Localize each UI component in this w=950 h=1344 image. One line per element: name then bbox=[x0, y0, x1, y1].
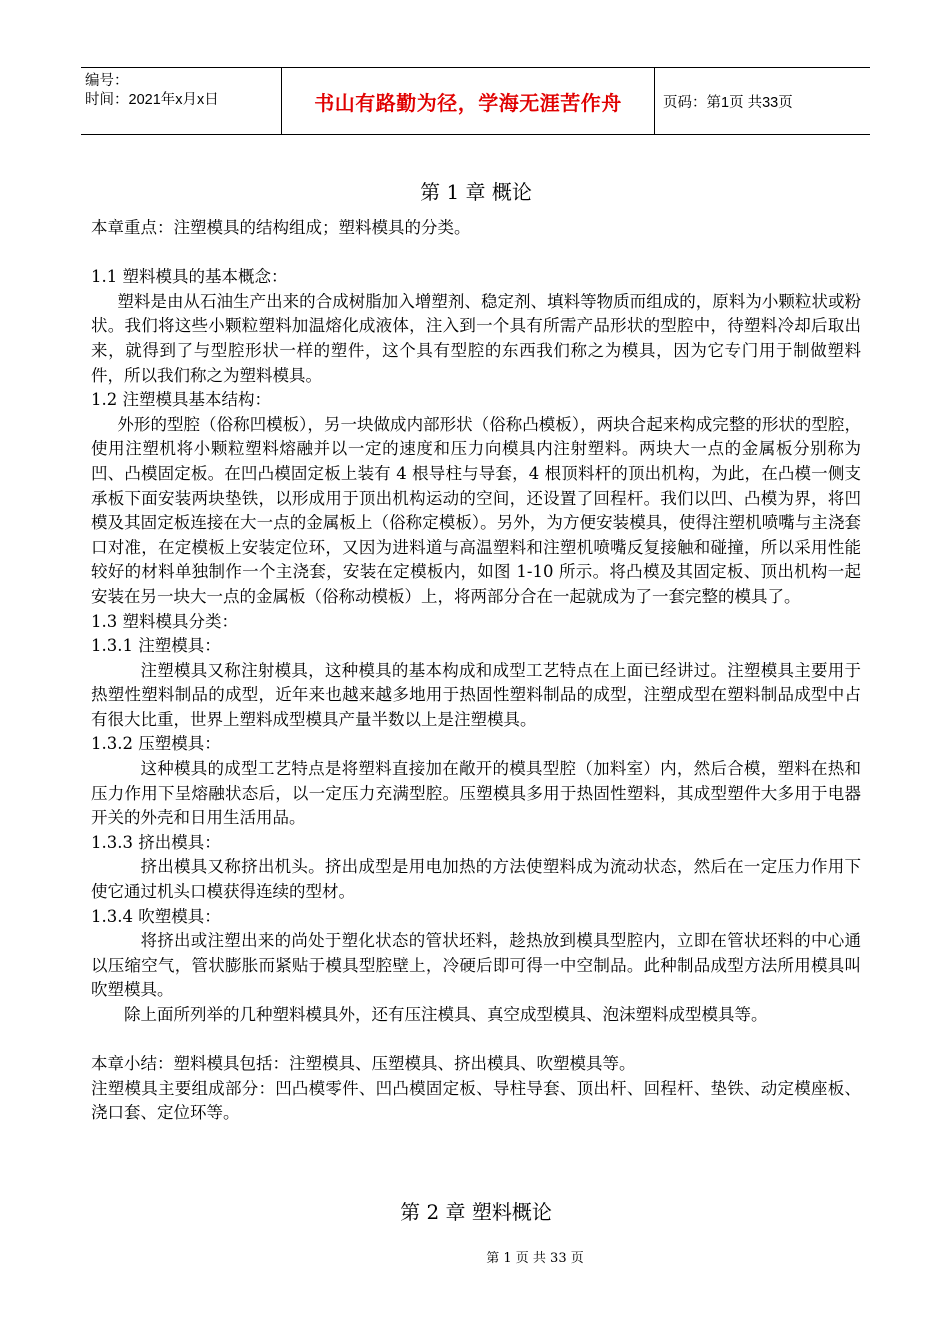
chapter-2-title: 第 2 章 塑料概论 bbox=[400, 1200, 552, 1224]
page-footer: 第 1 页 共 33 页 bbox=[486, 1251, 584, 1266]
header-left bbox=[81, 68, 281, 134]
section-1-3-4-heading: 1.3.4 吹塑模具： bbox=[91, 906, 221, 926]
section-1-3-1-body: 注塑模具又称注射模具，这种模具的基本构成和成型工艺特点在上面已经讲过。注塑模具主要用于热塑性塑料制品的成型，近年来也越来越多地用于热固性塑料制品的成型，注塑成型在塑料制品成型中占有很大比重，世界上塑料成型模具产量半数以上是注塑模具。 bbox=[91, 660, 861, 729]
header-motto: 书山有路勤为径，学海无涯苦作舟 bbox=[314, 90, 622, 115]
section-1-3-2-heading: 1.3.2 压塑模具： bbox=[91, 734, 221, 754]
other-molds-paragraph: 除上面所列举的几种塑料模具外，还有压注模具、真空成型模具、泡沫塑料成型模具等。 bbox=[124, 1005, 768, 1024]
header-right bbox=[655, 68, 870, 134]
section-1-3-heading: 1.3 塑料模具分类： bbox=[91, 611, 238, 631]
section-1-3-2-body: 这种模具的成型工艺特点是将塑料直接加在敞开的模具型腔（加料室）内，然后合模，塑料在热和压力作用下呈熔融状态后，以一定压力充满型腔。压塑模具多用于热固性塑料，其成型塑件大多用于电器开关的外壳和日用生活用品。 bbox=[91, 759, 861, 828]
chapter-1-title: 第 1 章 概论 bbox=[420, 180, 532, 204]
blank-line bbox=[91, 1028, 861, 1053]
chapter-summary: 本章小结：塑料模具包括：注塑模具、压塑模具、挤出模具、吹塑模具等。 bbox=[91, 1054, 636, 1074]
document-time-label: 时间：2021年x月x日 bbox=[85, 92, 219, 108]
section-1-1-heading: 1.1 塑料模具的基本概念： bbox=[91, 267, 288, 287]
section-1-3-3-body: 挤出模具又称挤出机头。挤出成型是用电加热的方法使塑料成为流动状态，然后在一定压力作用下使它通过机头口模获得连续的型材。 bbox=[91, 857, 861, 902]
section-1-2-body: 外形的型腔（俗称凹模板），另一块做成内部形状（俗称凸模板），两块合起来构成完整的形状的型腔，使用注塑机将小颗粒塑料熔融并以一定的速度和压力向模具内注射塑料。两块大一点的金属板分别称为凹、凸模固定板。在凹凸模固定板上装有 4 根导柱与导套，4 根顶料杆的顶出机构，为此，在凸模一侧支承板下面安装两块垫铁，以形成用于顶出机构运动的空间，还设置了回程杆。我们以凹、凸模为界，将凹模及其固定板连接在大一点的金属板上（俗称定模板）。另外，为方便安装模具，使得注塑机喷嘴与主浇套口对准，在定模板上安装定位环，又因为进料道与高温塑料和注塑机喷嘴反复接触和碰撞，所以采用性能较好的材料单独制作一个主浇套，安装在定模板内，如图 1-10 所示。将凸模及其固定板、顶出机构一起安装在另一块大一点的金属板（俗称动模板）上，将两部分合在一起就成为了一套完整的模具了。 bbox=[91, 414, 861, 606]
main-components-summary: 注塑模具主要组成部分：凹凸模零件、凹凸模固定板、导柱导套、顶出杆、回程杆、垫铁、动定模座板、浇口套、定位环等。 bbox=[91, 1078, 861, 1123]
header-middle bbox=[281, 68, 655, 134]
section-1-3-3-heading: 1.3.3 挤出模具： bbox=[91, 832, 221, 852]
header-page-number: 页码：第1页 共33页 bbox=[663, 94, 793, 111]
section-1-3-1-heading: 1.3.1 注塑模具： bbox=[91, 636, 221, 656]
page-header bbox=[81, 67, 870, 135]
section-1-3-4-body: 将挤出或注塑出来的尚处于塑化状态的管状坯料，趁热放到模具型腔内，立即在管状坯料的中心通以压缩空气，管状膨胀而紧贴于模具型腔壁上，冷硬后即可得一中空制品。此种制品成型方法所用模具叫吹塑模具。 bbox=[91, 931, 861, 1000]
document-number-label: 编号： bbox=[85, 73, 129, 89]
section-1-1-body: 塑料是由从石油生产出来的合成树脂加入增塑剂、稳定剂、填料等物质而组成的，原料为小颗粒状或粉状。我们将这些小颗粒塑料加温熔化成液体，注入到一个具有所需产品形状的型腔中，待塑料冷却后取出来，就得到了与型腔形状一样的塑件，这个具有型腔的东西我们称之为模具，因为它专门用于制做塑料件，所以我们称之为塑料模具。 bbox=[91, 291, 861, 385]
section-1-2-heading: 1.2 注塑模具基本结构： bbox=[91, 390, 271, 410]
chapter-key-points: 本章重点：注塑模具的结构组成；塑料模具的分类。 bbox=[91, 218, 471, 237]
document-body bbox=[91, 178, 861, 1126]
blank-line bbox=[91, 241, 861, 266]
